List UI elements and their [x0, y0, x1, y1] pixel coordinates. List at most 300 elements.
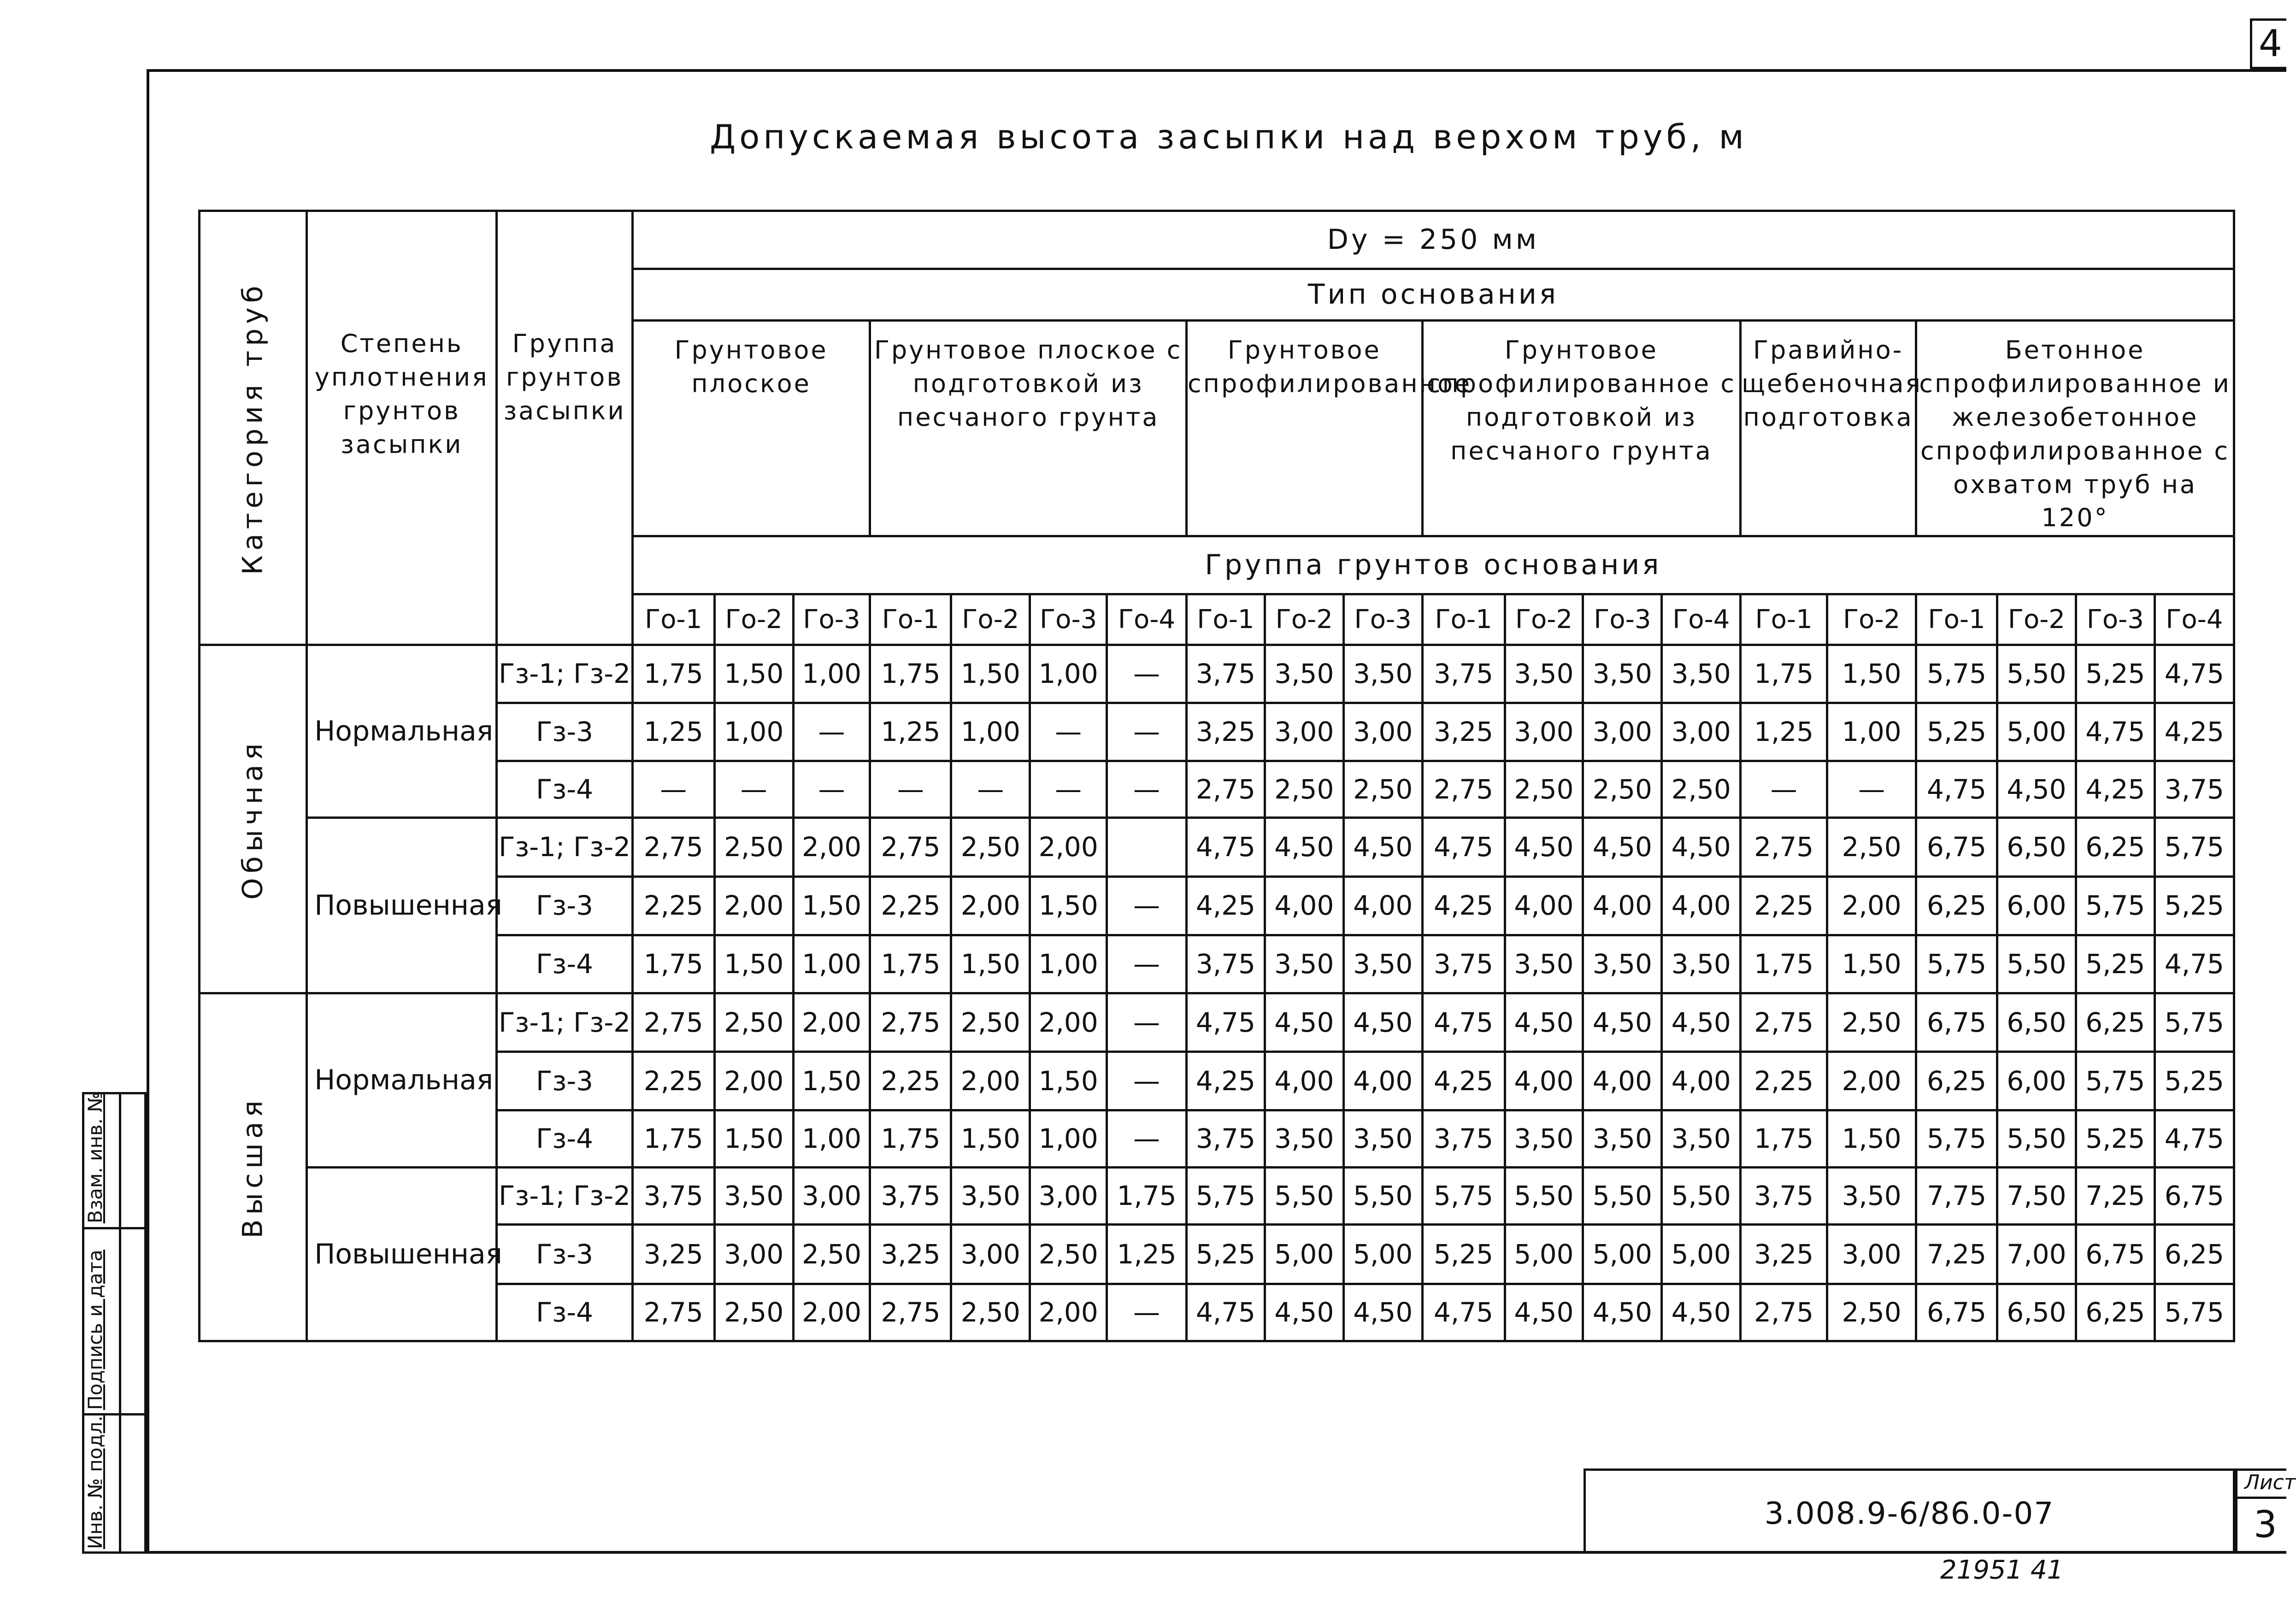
value-cell: —: [1827, 761, 1916, 817]
value-cell: 3,75: [1422, 1110, 1505, 1167]
value-cell: 5,25: [2076, 1110, 2155, 1167]
value-cell: 4,75: [2155, 935, 2234, 993]
value-cell: 1,50: [793, 1052, 870, 1110]
value-cell: 3,00: [1343, 703, 1422, 761]
table-row: [200, 935, 2234, 993]
value-cell: 6,00: [1997, 876, 2076, 935]
subgroup-header-cell: Го-1: [1186, 594, 1265, 645]
subgroup-header-cell: Го-1: [1741, 594, 1827, 645]
value-cell: 4,75: [1422, 993, 1505, 1052]
value-cell: 2,75: [1186, 761, 1265, 817]
value-cell: 5,75: [2155, 993, 2234, 1052]
value-cell: 1,50: [951, 645, 1030, 703]
value-cell: 2,75: [1741, 818, 1827, 876]
base-type-3: Грунтовое спрофилированное: [1186, 321, 1422, 536]
value-cell: 2,75: [632, 993, 714, 1052]
value-cell: 2,25: [1741, 1052, 1827, 1110]
value-cell: 3,50: [1505, 645, 1583, 703]
sheet-label: Лист: [2244, 1471, 2296, 1494]
value-cell: 6,75: [2155, 1168, 2234, 1225]
value-cell: 3,00: [1827, 1225, 1916, 1284]
value-cell: 2,50: [1583, 761, 1662, 817]
value-cell: 4,00: [1505, 1052, 1583, 1110]
value-cell: 4,50: [1265, 1284, 1343, 1341]
value-cell: 2,50: [1662, 761, 1741, 817]
value-cell: —: [793, 761, 870, 817]
value-cell: 4,75: [1422, 1284, 1505, 1341]
value-cell: 2,50: [1827, 1284, 1916, 1341]
value-cell: 4,00: [1662, 1052, 1741, 1110]
value-cell: 5,00: [1583, 1225, 1662, 1284]
backfill-height-table: [198, 210, 2235, 1342]
value-cell: 5,25: [2155, 876, 2234, 935]
value-cell: —: [1107, 761, 1187, 817]
value-cell: 4,50: [1343, 1284, 1422, 1341]
value-cell: 3,75: [1741, 1168, 1827, 1225]
value-cell: 1,50: [1030, 876, 1107, 935]
value-cell: 5,25: [2076, 935, 2155, 993]
value-cell: 3,00: [1662, 703, 1741, 761]
value-cell: 3,50: [1265, 935, 1343, 993]
value-cell: 2,25: [1741, 876, 1827, 935]
value-cell: 4,75: [1422, 818, 1505, 876]
value-cell: 5,75: [2155, 818, 2234, 876]
value-cell: 7,25: [2076, 1168, 2155, 1225]
value-cell: 4,00: [1662, 876, 1741, 935]
value-cell: 3,50: [1662, 935, 1741, 993]
value-cell: 3,50: [1505, 1110, 1583, 1167]
value-cell: 6,50: [1997, 993, 2076, 1052]
table-row: [200, 993, 2234, 1052]
table-row: [200, 645, 2234, 703]
value-cell: 6,50: [1997, 818, 2076, 876]
value-cell: 4,25: [1422, 876, 1505, 935]
signature-date-label: Подпись и дата: [84, 1250, 106, 1410]
table-row: [200, 876, 2234, 935]
value-cell: 2,00: [793, 818, 870, 876]
subgroup-header-cell: Го-3: [1343, 594, 1422, 645]
value-cell: 2,75: [1741, 993, 1827, 1052]
value-cell: 6,50: [1997, 1284, 2076, 1341]
value-cell: 4,25: [1186, 876, 1265, 935]
group-header: Группа грунтов засыпки: [497, 211, 633, 645]
subgroup-header-cell: Го-2: [1505, 594, 1583, 645]
value-cell: 4,75: [2155, 1110, 2234, 1167]
value-cell: 2,50: [951, 818, 1030, 876]
value-cell: 4,75: [2155, 645, 2234, 703]
subgroup-header-cell: Го-2: [1827, 594, 1916, 645]
value-cell: 4,75: [1916, 761, 1997, 817]
value-cell: —: [793, 703, 870, 761]
value-cell: 3,50: [1505, 935, 1583, 993]
subgroup-header-cell: Го-2: [714, 594, 793, 645]
subgroup-header-cell: Го-4: [2155, 594, 2234, 645]
value-cell: 5,50: [1583, 1168, 1662, 1225]
value-cell: 5,75: [1186, 1168, 1265, 1225]
value-cell: 2,25: [632, 1052, 714, 1110]
value-cell: 5,75: [2076, 1052, 2155, 1110]
degree-header: Степень уплотнения грунтов засыпки: [307, 211, 497, 645]
value-cell: 1,75: [870, 935, 951, 993]
value-cell: —: [1741, 761, 1827, 817]
subgroup-header-cell: Го-2: [1997, 594, 2076, 645]
value-cell: 1,00: [1827, 703, 1916, 761]
value-cell: 2,50: [1030, 1225, 1107, 1284]
value-cell: 3,50: [1343, 1110, 1422, 1167]
value-cell: 1,50: [951, 935, 1030, 993]
value-cell: 5,25: [2155, 1052, 2234, 1110]
group-cell: Гз-4: [497, 935, 633, 993]
value-cell: 3,25: [870, 1225, 951, 1284]
value-cell: 1,00: [951, 703, 1030, 761]
value-cell: 3,50: [1583, 1110, 1662, 1167]
table-row: [200, 1168, 2234, 1225]
value-cell: 5,50: [1343, 1168, 1422, 1225]
value-cell: —: [1107, 993, 1187, 1052]
value-cell: 2,00: [951, 876, 1030, 935]
side-stamp-divider: [82, 1227, 147, 1229]
value-cell: 6,00: [1997, 1052, 2076, 1110]
subgroup-header-cell: Го-3: [1030, 594, 1107, 645]
group-cell: Гз-3: [497, 876, 633, 935]
value-cell: 2,75: [1422, 761, 1505, 817]
value-cell: 2,50: [1505, 761, 1583, 817]
value-cell: —: [632, 761, 714, 817]
value-cell: 3,50: [1265, 1110, 1343, 1167]
value-cell: 7,25: [1916, 1225, 1997, 1284]
value-cell: 2,50: [714, 993, 793, 1052]
value-cell: 3,75: [1186, 645, 1265, 703]
value-cell: 4,50: [1505, 818, 1583, 876]
value-cell: 2,75: [632, 1284, 714, 1341]
subgroup-header-cell: Го-3: [793, 594, 870, 645]
value-cell: 2,50: [793, 1225, 870, 1284]
value-cell: 5,75: [1916, 1110, 1997, 1167]
base-type-header: Тип основания: [632, 269, 2234, 321]
value-cell: 3,50: [1265, 645, 1343, 703]
base-type-2: Грунтовое плоское с подготовкой из песчаного грунта: [870, 321, 1187, 536]
value-cell: —: [1107, 703, 1187, 761]
value-cell: 1,75: [632, 1110, 714, 1167]
value-cell: 4,50: [1997, 761, 2076, 817]
value-cell: —: [1107, 935, 1187, 993]
value-cell: 2,25: [870, 876, 951, 935]
value-cell: 1,50: [714, 1110, 793, 1167]
degree-cell: Нормальная: [307, 645, 497, 818]
value-cell: 4,25: [1422, 1052, 1505, 1110]
value-cell: 1,50: [1827, 645, 1916, 703]
value-cell: 1,75: [1741, 935, 1827, 993]
value-cell: 5,25: [1186, 1225, 1265, 1284]
value-cell: 5,50: [1505, 1168, 1583, 1225]
value-cell: 2,50: [1827, 993, 1916, 1052]
value-cell: 5,00: [1265, 1225, 1343, 1284]
value-cell: 4,75: [1186, 993, 1265, 1052]
value-cell: 5,25: [2076, 645, 2155, 703]
value-cell: —: [1107, 876, 1187, 935]
value-cell: 4,00: [1343, 876, 1422, 935]
value-cell: —: [714, 761, 793, 817]
sheet-number: 3: [2254, 1503, 2277, 1546]
base-type-4: Грунтовое спрофилированное с подготовкой из песчаного грунта: [1422, 321, 1741, 536]
value-cell: 1,00: [793, 1110, 870, 1167]
value-cell: 4,50: [1662, 993, 1741, 1052]
value-cell: 1,50: [714, 935, 793, 993]
value-cell: 5,00: [1997, 703, 2076, 761]
value-cell: —: [1107, 645, 1187, 703]
value-cell: 4,75: [1186, 1284, 1265, 1341]
value-cell: 2,50: [1343, 761, 1422, 817]
value-cell: 7,75: [1916, 1168, 1997, 1225]
value-cell: 5,25: [1916, 703, 1997, 761]
group-cell: Гз-4: [497, 1284, 633, 1341]
value-cell: 2,75: [1741, 1284, 1827, 1341]
value-cell: 4,50: [1505, 1284, 1583, 1341]
corner-page-number: 4: [2250, 18, 2286, 69]
value-cell: 1,75: [1741, 1110, 1827, 1167]
value-cell: 2,00: [1827, 876, 1916, 935]
value-cell: 4,00: [1505, 876, 1583, 935]
group-cell: Гз-1; Гз-2: [497, 818, 633, 876]
value-cell: 5,75: [1422, 1168, 1505, 1225]
subgroup-header-cell: Го-2: [1265, 594, 1343, 645]
table-row: [200, 1225, 2234, 1284]
value-cell: 4,00: [1343, 1052, 1422, 1110]
value-cell: —: [1107, 1052, 1187, 1110]
value-cell: 3,25: [1422, 703, 1505, 761]
base-type-6: Бетонное спрофилированное и железобетонное спрофилированное с охватом труб на 120°: [1916, 321, 2234, 536]
value-cell: 1,25: [632, 703, 714, 761]
value-cell: 2,50: [1265, 761, 1343, 817]
subgroup-header-cell: Го-4: [1662, 594, 1741, 645]
group-cell: Гз-3: [497, 1225, 633, 1284]
value-cell: 5,25: [1422, 1225, 1505, 1284]
value-cell: 3,50: [1583, 645, 1662, 703]
subgroup-header-cell: Го-4: [1107, 594, 1187, 645]
value-cell: 5,50: [1265, 1168, 1343, 1225]
value-cell: [1107, 818, 1187, 876]
base-type-1: Грунтовое плоское: [632, 321, 870, 536]
value-cell: 6,25: [1916, 1052, 1997, 1110]
value-cell: 4,50: [1662, 1284, 1741, 1341]
value-cell: 2,00: [951, 1052, 1030, 1110]
sheet-divider: [2235, 1497, 2286, 1499]
value-cell: 3,00: [793, 1168, 870, 1225]
value-cell: —: [951, 761, 1030, 817]
value-cell: 5,00: [1662, 1225, 1741, 1284]
value-cell: 4,25: [2155, 703, 2234, 761]
value-cell: 3,75: [1422, 935, 1505, 993]
value-cell: 1,00: [1030, 1110, 1107, 1167]
value-cell: 6,25: [2155, 1225, 2234, 1284]
table-row: [200, 1052, 2234, 1110]
value-cell: —: [1030, 703, 1107, 761]
value-cell: 2,75: [632, 818, 714, 876]
category-cell: Высшая: [200, 993, 307, 1341]
value-cell: 1,50: [793, 876, 870, 935]
base-type-5: Гравийно-щебеночная подготовка: [1741, 321, 1916, 536]
value-cell: 5,50: [1997, 1110, 2076, 1167]
table-row: [200, 1284, 2234, 1341]
group-cell: Гз-4: [497, 761, 633, 817]
value-cell: —: [1030, 761, 1107, 817]
value-cell: 3,00: [951, 1225, 1030, 1284]
value-cell: —: [870, 761, 951, 817]
value-cell: 4,50: [1343, 993, 1422, 1052]
group-cell: Гз-1; Гз-2: [497, 993, 633, 1052]
value-cell: 2,00: [1030, 993, 1107, 1052]
value-cell: 6,25: [2076, 818, 2155, 876]
value-cell: 3,50: [1662, 645, 1741, 703]
value-cell: 3,00: [1583, 703, 1662, 761]
value-cell: 5,50: [1662, 1168, 1741, 1225]
value-cell: 1,75: [632, 935, 714, 993]
value-cell: 2,00: [793, 993, 870, 1052]
degree-cell: Нормальная: [307, 993, 497, 1168]
value-cell: 5,50: [1997, 935, 2076, 993]
value-cell: —: [1107, 1110, 1187, 1167]
diameter-header: Dy = 250 мм: [632, 211, 2234, 269]
value-cell: 1,75: [870, 645, 951, 703]
value-cell: 5,75: [1916, 935, 1997, 993]
value-cell: 6,75: [1916, 993, 1997, 1052]
value-cell: 3,00: [1265, 703, 1343, 761]
value-cell: 3,25: [1741, 1225, 1827, 1284]
value-cell: 4,50: [1583, 1284, 1662, 1341]
value-cell: 6,75: [1916, 1284, 1997, 1341]
value-cell: 4,00: [1265, 876, 1343, 935]
value-cell: 4,25: [1186, 1052, 1265, 1110]
value-cell: 6,25: [2076, 993, 2155, 1052]
value-cell: 3,75: [632, 1168, 714, 1225]
value-cell: 3,00: [714, 1225, 793, 1284]
value-cell: 1,75: [1741, 645, 1827, 703]
value-cell: 3,50: [1343, 935, 1422, 993]
value-cell: 4,75: [2076, 703, 2155, 761]
value-cell: 3,50: [1343, 645, 1422, 703]
subgroup-header-cell: Го-1: [1916, 594, 1997, 645]
group-cell: Гз-1; Гз-2: [497, 645, 633, 703]
table-row: [200, 818, 2234, 876]
value-cell: 4,00: [1583, 876, 1662, 935]
value-cell: 3,50: [1662, 1110, 1741, 1167]
table-row: [200, 761, 2234, 817]
value-cell: 5,00: [1505, 1225, 1583, 1284]
subgroup-header-cell: Го-1: [632, 594, 714, 645]
value-cell: 4,50: [1265, 818, 1343, 876]
value-cell: 4,50: [1662, 818, 1741, 876]
value-cell: 4,75: [1186, 818, 1265, 876]
replaced-inv-label: Взам. инв. №: [84, 1092, 106, 1223]
value-cell: —: [1107, 1284, 1187, 1341]
value-cell: 1,25: [1741, 703, 1827, 761]
group-cell: Гз-4: [497, 1110, 633, 1167]
subgroup-header-cell: Го-1: [870, 594, 951, 645]
drawing-code: 3.008.9-6/86.0-07: [1584, 1468, 2235, 1554]
value-cell: 3,50: [1827, 1168, 1916, 1225]
value-cell: 6,75: [2076, 1225, 2155, 1284]
value-cell: 2,00: [714, 1052, 793, 1110]
degree-cell: Повышенная: [307, 1168, 497, 1341]
side-stamp-column: [119, 1092, 121, 1554]
value-cell: 1,50: [714, 645, 793, 703]
value-cell: 2,25: [870, 1052, 951, 1110]
value-cell: 1,50: [1827, 935, 1916, 993]
value-cell: 2,50: [951, 993, 1030, 1052]
value-cell: 4,50: [1583, 993, 1662, 1052]
value-cell: 3,25: [1186, 703, 1265, 761]
value-cell: 1,00: [1030, 645, 1107, 703]
value-cell: 2,50: [714, 818, 793, 876]
value-cell: 4,00: [1265, 1052, 1343, 1110]
value-cell: 3,25: [632, 1225, 714, 1284]
value-cell: 3,75: [1186, 1110, 1265, 1167]
value-cell: 2,00: [1827, 1052, 1916, 1110]
value-cell: 5,75: [2076, 876, 2155, 935]
value-cell: 4,50: [1505, 993, 1583, 1052]
group-cell: Гз-1; Гз-2: [497, 1168, 633, 1225]
value-cell: 4,50: [1583, 818, 1662, 876]
value-cell: 1,50: [1030, 1052, 1107, 1110]
value-cell: 2,75: [870, 1284, 951, 1341]
group-cell: Гз-3: [497, 1052, 633, 1110]
value-cell: 1,50: [951, 1110, 1030, 1167]
value-cell: 2,25: [632, 876, 714, 935]
value-cell: 6,25: [1916, 876, 1997, 935]
value-cell: 2,50: [1827, 818, 1916, 876]
value-cell: 3,75: [870, 1168, 951, 1225]
table-body: [200, 645, 2234, 1341]
value-cell: 2,75: [870, 818, 951, 876]
value-cell: 7,00: [1997, 1225, 2076, 1284]
value-cell: 4,50: [1265, 993, 1343, 1052]
value-cell: 1,75: [870, 1110, 951, 1167]
value-cell: 1,00: [714, 703, 793, 761]
value-cell: 3,00: [1030, 1168, 1107, 1225]
subgroup-header-cell: Го-3: [1583, 594, 1662, 645]
table-row: [200, 703, 2234, 761]
value-cell: 7,50: [1997, 1168, 2076, 1225]
value-cell: 5,00: [1343, 1225, 1422, 1284]
value-cell: 3,50: [951, 1168, 1030, 1225]
degree-cell: Повышенная: [307, 818, 497, 993]
category-cell: Обычная: [200, 645, 307, 993]
value-cell: 3,75: [1422, 645, 1505, 703]
value-cell: 1,25: [1107, 1225, 1187, 1284]
value-cell: 6,75: [1916, 818, 1997, 876]
value-cell: 3,00: [1505, 703, 1583, 761]
subgroup-header-cell: Го-2: [951, 594, 1030, 645]
value-cell: 1,25: [870, 703, 951, 761]
value-cell: 1,75: [632, 645, 714, 703]
value-cell: 3,75: [2155, 761, 2234, 817]
value-cell: 6,25: [2076, 1284, 2155, 1341]
value-cell: 2,00: [793, 1284, 870, 1341]
table-title: Допускаемая высота засыпки над верхом труб, м: [710, 117, 1748, 156]
value-cell: 2,50: [714, 1284, 793, 1341]
subgroup-header-cell: Го-1: [1422, 594, 1505, 645]
value-cell: 2,00: [1030, 1284, 1107, 1341]
subgroup-header-cell: Го-3: [2076, 594, 2155, 645]
inv-orig-label: Инв. № подл.: [84, 1415, 106, 1549]
value-cell: 2,50: [951, 1284, 1030, 1341]
value-cell: 4,00: [1583, 1052, 1662, 1110]
value-cell: 3,50: [1583, 935, 1662, 993]
value-cell: 1,50: [1827, 1110, 1916, 1167]
value-cell: 5,75: [1916, 645, 1997, 703]
table-row: [200, 1110, 2234, 1167]
base-soil-group-header: Группа грунтов основания: [632, 536, 2234, 594]
